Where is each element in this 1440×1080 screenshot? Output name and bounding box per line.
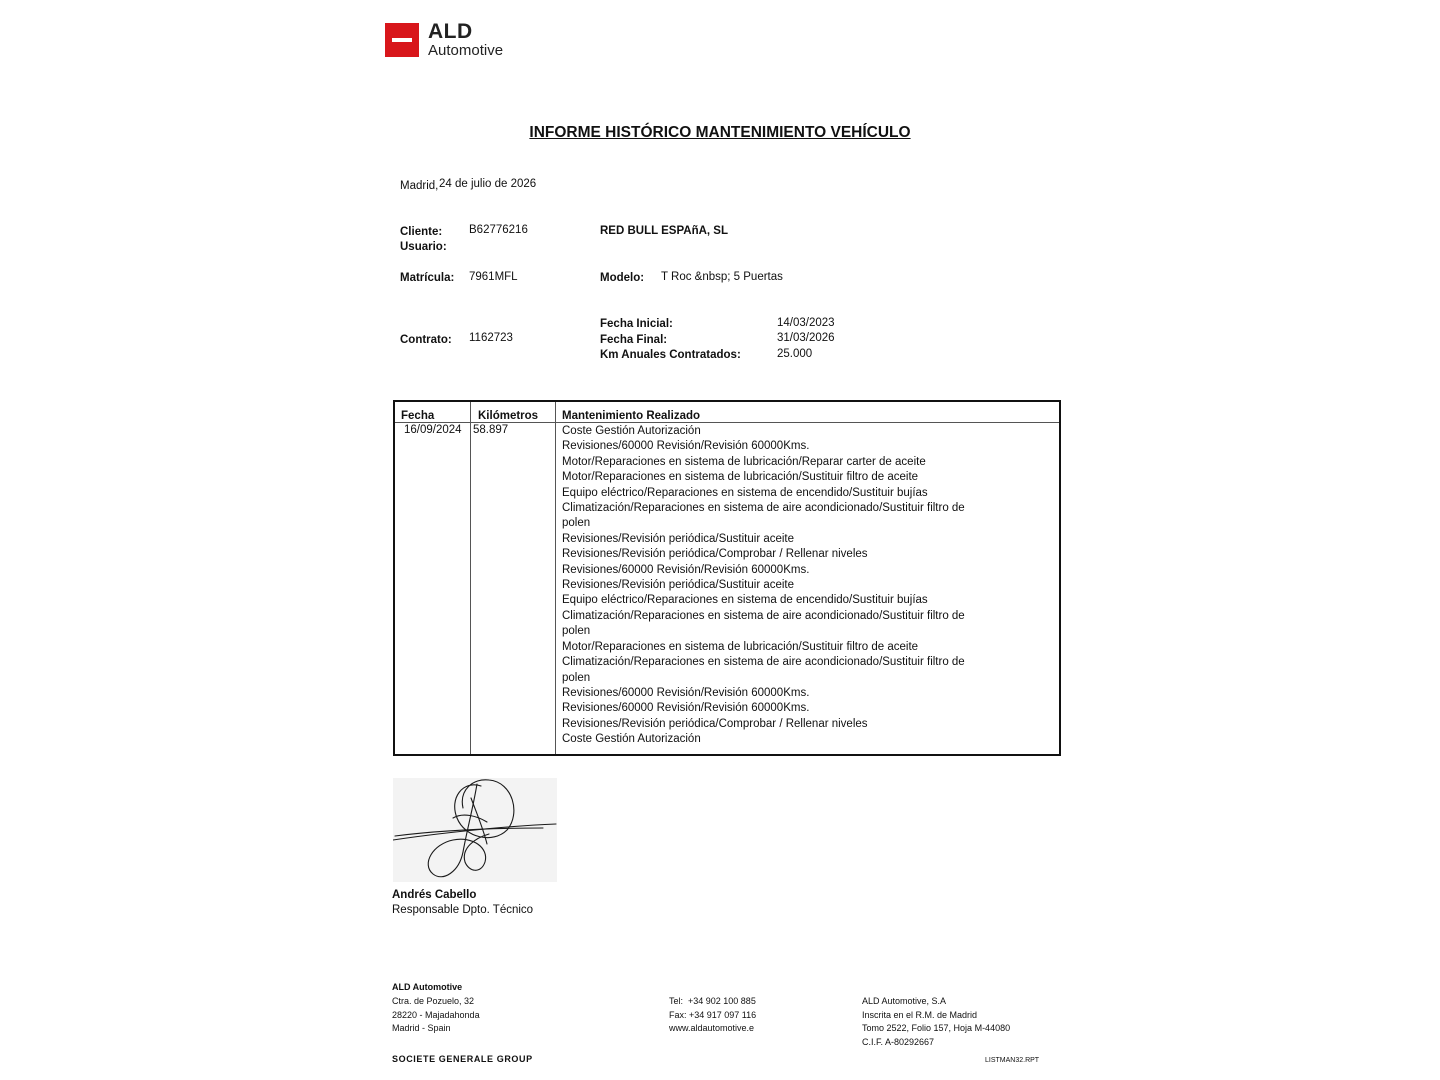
maintenance-item: Revisiones/Revisión periódica/Sustituir aceite [562,579,795,592]
matricula-value: 7961MFL [469,271,518,283]
maintenance-item: Revisiones/60000 Revisión/Revisión 60000Kms. [562,686,810,699]
cliente-name: RED BULL ESPAñA, SL [600,225,728,237]
footer-address-line: Ctra. de Pozuelo, 32 [392,996,475,1006]
footer-company: ALD Automotive [392,982,463,992]
maintenance-item: Revisiones/Revisión periódica/Comprobar / Rellenar niveles [562,717,868,730]
maintenance-table [393,400,1061,756]
modelo-value: T Roc &nbsp; 5 Puertas [661,271,783,283]
signer-role: Responsable Dpto. Técnico [392,904,534,916]
header-mantenimiento: Mantenimiento Realizado [562,410,701,422]
footer-tel: Tel: +34 902 100 885 [669,996,756,1006]
header-fecha: Fecha [401,410,435,422]
km-anuales-value: 25.000 [777,348,813,360]
maintenance-item: Motor/Reparaciones en sistema de lubricación/Sustituir filtro de aceite [562,471,919,484]
ald-logo-mark [385,23,419,57]
footer-legal-line: Inscrita en el R.M. de Madrid [862,1009,978,1020]
date-city: Madrid, [400,180,439,192]
maintenance-item: Equipo eléctrico/Reparaciones en sistema de encendido/Sustituir bujías [562,486,928,499]
handwritten-signature [393,778,557,882]
contrato-value: 1162723 [469,332,513,344]
footer-address-line: 28220 - Majadahonda [392,1009,480,1020]
maintenance-item: Climatización/Reparaciones en sistema de aire acondicionado/Sustituir filtro de [562,656,965,669]
maintenance-item: Revisiones/Revisión periódica/Sustituir aceite [562,532,795,545]
logo-text-automotive: Automotive [428,42,504,59]
report-code: LISTMAN32.RPT [985,1057,1040,1064]
fecha-final-value: 31/03/2026 [777,332,835,344]
usuario-label: Usuario: [400,241,447,253]
contrato-label: Contrato: [400,334,452,346]
maintenance-item: polen [562,517,591,530]
maintenance-item: Coste Gestión Autorización [562,425,701,437]
maintenance-item: Motor/Reparaciones en sistema de lubricación/Sustituir filtro de aceite [562,640,919,653]
footer-legal-line: Tomo 2522, Folio 157, Hoja M-44080 [862,1023,1011,1033]
cliente-label: Cliente: [400,226,443,238]
maintenance-item: Motor/Reparaciones en sistema de lubricación/Reparar carter de aceite [562,455,926,468]
footer-web: www.aldautomotive.e [669,1023,755,1033]
footer-legal [862,995,1010,1049]
footer-legal-line: ALD Automotive, S.A [862,996,947,1006]
modelo-label: Modelo: [600,272,645,284]
maintenance-item: Climatización/Reparaciones en sistema de aire acondicionado/Sustituir filtro de [562,609,965,622]
signer-name: Andrés Cabello [392,889,477,901]
report-date: 24 de julio de 2026 [439,178,537,190]
maintenance-item: polen [562,671,591,684]
footer-legal-line: C.I.F. A-80292667 [862,1036,935,1047]
maintenance-item: Revisiones/60000 Revisión/Revisión 60000Kms. [562,702,810,715]
footer-address-line: Madrid - Spain [392,1023,451,1033]
maintenance-item: Revisiones/60000 Revisión/Revisión 60000Kms. [562,563,810,576]
column-divider [555,402,556,754]
footer-contact [669,995,756,1036]
maintenance-item: Revisiones/Revisión periódica/Comprobar / Rellenar niveles [562,548,868,561]
maintenance-item: Revisiones/60000 Revisión/Revisión 60000Kms. [562,440,810,453]
fecha-inicial-value: 14/03/2023 [777,317,835,329]
maintenance-items-list [562,424,965,748]
matricula-label: Matrícula: [400,272,455,284]
header-kilometros: Kilómetros [478,410,539,422]
header-divider [395,422,1059,423]
logo-text-ald: ALD [428,20,473,43]
footer-address [392,995,480,1036]
report-title: INFORME HISTÓRICO MANTENIMIENTO VEHÍCULO [529,124,911,141]
signature-image [393,778,557,882]
row-fecha: 16/09/2024 [404,424,462,436]
maintenance-item: Equipo eléctrico/Reparaciones en sistema de encendido/Sustituir bujías [562,594,928,607]
cliente-id: B62776216 [469,224,528,236]
row-km: 58.897 [473,424,509,436]
footer-fax: Fax: +34 917 097 116 [669,1009,757,1020]
maintenance-item: Climatización/Reparaciones en sistema de aire acondicionado/Sustituir filtro de [562,502,965,515]
km-anuales-label: Km Anuales Contratados: [600,349,741,361]
maintenance-item: Coste Gestión Autorización [562,733,701,746]
maintenance-item: polen [562,625,591,638]
group-name: SOCIETE GENERALE GROUP [392,1054,533,1064]
fecha-inicial-label: Fecha Inicial: [600,318,673,330]
column-divider [470,402,471,754]
fecha-final-label: Fecha Final: [600,334,668,346]
